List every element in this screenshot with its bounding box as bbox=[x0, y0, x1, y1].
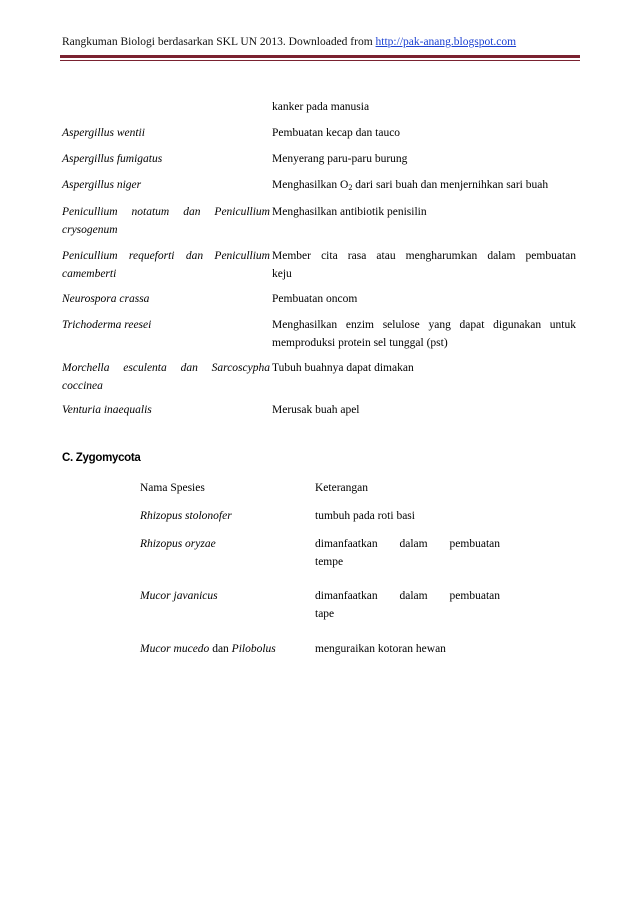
subscript: 2 bbox=[348, 183, 353, 192]
species-cell: Aspergillus wentii bbox=[62, 127, 145, 139]
species-name: Pilobolus bbox=[231, 643, 276, 655]
species-cell: Aspergillus fumigatus bbox=[62, 153, 163, 165]
species-cell bbox=[62, 359, 270, 395]
description-line: tempe bbox=[315, 556, 344, 568]
description-line: memproduksi protein sel tunggal (pst) bbox=[272, 337, 448, 349]
description-cell: Pembuatan oncom bbox=[272, 293, 358, 305]
description-text: Menghasilkan O bbox=[272, 179, 349, 191]
description-cell bbox=[272, 176, 576, 197]
description-cell: Merusak buah apel bbox=[272, 404, 360, 416]
species-cell: Neurospora crassa bbox=[62, 293, 150, 305]
species-line: coccinea bbox=[62, 380, 103, 392]
header-link[interactable]: http://pak-anang.blogspot.com bbox=[375, 36, 517, 48]
description-cell: Tubuh buahnya dapat dimakan bbox=[272, 362, 414, 374]
description-cell: Menghasilkan antibiotik penisilin bbox=[272, 206, 427, 218]
section-heading: C. Zygomycota bbox=[62, 452, 141, 464]
column-header-description: Keterangan bbox=[315, 482, 368, 494]
species-line: crysogenum bbox=[62, 224, 118, 236]
description-line: Menghasilkan enzim selulose yang dapat digunakan untuk bbox=[272, 319, 576, 331]
species-cell: Venturia inaequalis bbox=[62, 404, 152, 416]
header-text: Rangkuman Biologi berdasarkan SKL UN 2013. Downloaded from bbox=[62, 36, 373, 48]
species-line: Penicullium requeforti dan Penicullium bbox=[62, 250, 270, 262]
species-cell: Mucor javanicus bbox=[140, 590, 218, 602]
description-line: dimanfaatkan dalam pembuatan bbox=[315, 538, 500, 550]
species-cell: Trichoderma reesei bbox=[62, 319, 152, 331]
species-cell bbox=[140, 640, 310, 658]
description-line: dimanfaatkan dalam pembuatan bbox=[315, 590, 500, 602]
description-cell bbox=[315, 587, 500, 623]
species-cell: Aspergillus niger bbox=[62, 179, 142, 191]
header-rule-thick bbox=[60, 55, 580, 58]
description-cell bbox=[272, 316, 576, 352]
species-line: Morchella esculenta dan Sarcoscypha bbox=[62, 362, 270, 374]
description-cell: Pembuatan kecap dan tauco bbox=[272, 127, 401, 139]
species-name: Mucor mucedo bbox=[140, 643, 210, 655]
description-cell: menguraikan kotoran hewan bbox=[315, 643, 446, 655]
description-cell: tumbuh pada roti basi bbox=[315, 510, 415, 522]
description-cell: kanker pada manusia bbox=[272, 101, 370, 113]
description-line: Member cita rasa atau mengharumkan dalam pembuatan bbox=[272, 250, 576, 262]
description-line: tape bbox=[315, 608, 335, 620]
header-rule-thin bbox=[60, 60, 580, 61]
description-cell bbox=[315, 535, 500, 571]
description-cell: Menyerang paru-paru burung bbox=[272, 153, 408, 165]
description-cell bbox=[272, 247, 576, 283]
species-cell: Rhizopus stolonofer bbox=[140, 510, 232, 522]
species-line: camemberti bbox=[62, 268, 117, 280]
species-cell bbox=[62, 247, 270, 283]
species-conjunction: dan bbox=[209, 643, 232, 655]
description-line: keju bbox=[272, 268, 292, 280]
description-text: dari sari buah dan menjernihkan sari buah bbox=[352, 179, 549, 191]
species-cell: Rhizopus oryzae bbox=[140, 538, 216, 550]
species-line: Penicullium notatum dan Penicullium bbox=[62, 206, 270, 218]
column-header-species: Nama Spesies bbox=[140, 482, 205, 494]
species-cell bbox=[62, 203, 270, 239]
page-header bbox=[62, 36, 516, 48]
